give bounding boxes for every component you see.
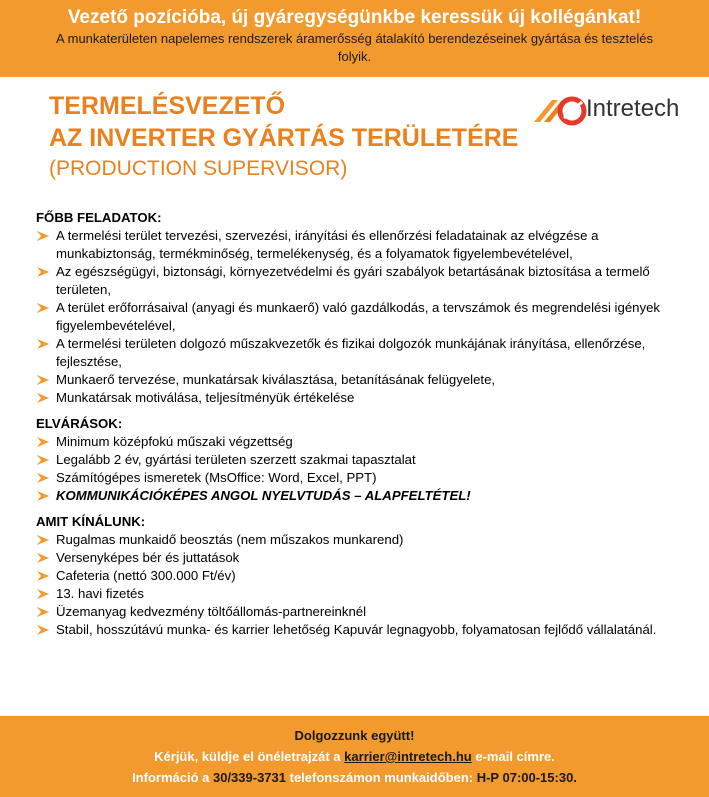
list-item [36,549,691,567]
footer-line3 [0,767,709,788]
list-item-text: A terület erőforrásaival (anyagi és munkaerő) való gazdálkodás, a tervszámok és megrendelési igények figyelembevételével, [56,300,661,333]
arrow-bullet-icon [36,265,50,279]
list-item-text: A termelési területen dolgozó műszakvezetők és fizikai dolgozók munkájának irányítása, ellenőrzése, fejlesztése, [56,336,646,369]
top-banner [0,0,709,77]
list-item [36,621,691,639]
job-title-block [49,90,529,184]
job-title-line1: TERMELÉSVEZETŐ [49,92,286,120]
job-content [36,205,691,639]
banner-subline: A munkaterületen napelemes rendszerek áramerősség átalakító berendezéseinek gyártása és tesztelés folyik. [56,31,653,64]
offers-list [36,531,691,639]
footer-line2-post: e-mail címre. [475,749,555,764]
requirements-heading: ELVÁRÁSOK: [36,416,123,431]
arrow-bullet-icon [36,489,50,503]
list-item-text: Legalább 2 év, gyártási területen szerzett szakmai tapasztalat [56,452,416,467]
arrow-bullet-icon [36,569,50,583]
logo-text: Intretech [586,95,680,122]
list-item-text: Munkaerő tervezése, munkatársak kiválasztása, betanításának felügyelete, [56,372,496,387]
footer-line2-pre: Kérjük, küldje el önéletrajzát a [154,749,341,764]
list-item-text: Cafeteria (nettó 300.000 Ft/év) [56,568,236,583]
job-title-line2: AZ INVERTER GYÁRTÁS TERÜLETÉRE [49,124,519,152]
arrow-bullet-icon [36,301,50,315]
list-item [36,469,691,487]
footer-line1: Dolgozzunk együtt! [294,728,415,743]
list-item [36,227,691,263]
arrow-bullet-icon [36,551,50,565]
footer-line3-mid: telefonszámon munkaidőben: [289,770,474,785]
arrow-bullet-icon [36,587,50,601]
tasks-heading: FŐBB FELADATOK: [36,210,162,225]
list-item [36,299,691,335]
arrow-bullet-icon [36,337,50,351]
list-item [36,263,691,299]
arrow-bullet-icon [36,391,50,405]
list-item-text: Számítógépes ismeretek (MsOffice: Word, Excel, PPT) [56,470,377,485]
list-item-text: A termelési terület tervezési, szervezési, irányítási és ellenőrzési feladatainak az elvégzése a munkabiztonság, termékminőség, termelékenység, és a folyamatok figyelembevételével, [56,228,599,261]
list-item [36,335,691,371]
offers-heading: AMIT KÍNÁLUNK: [36,514,146,529]
arrow-bullet-icon [36,373,50,387]
list-item [36,487,691,505]
arrow-bullet-icon [36,533,50,547]
list-item-text: Minimum középfokú műszaki végzettség [56,434,293,449]
list-item-text: Az egészségügyi, biztonsági, környezetvédelmi és gyári szabályok betartásának biztosítása a termelő területen, [56,264,650,297]
list-item-text: Versenyképes bér és juttatások [56,550,240,565]
arrow-bullet-icon [36,623,50,637]
phone-number[interactable]: 30/339-3731 [212,770,286,785]
footer-line2 [0,746,709,767]
arrow-bullet-icon [36,453,50,467]
arrow-bullet-icon [36,471,50,485]
list-item [36,433,691,451]
email-link[interactable]: karrier@intretech.hu [344,749,472,764]
banner-headline: Vezető pozícióba, új gyáregységünkbe keressük új kollégánkat! [67,7,642,28]
list-item [36,567,691,585]
list-item-text: Stabil, hosszútávú munka- és karrier lehetőség Kapuvár legnagyobb, folyamatosan fejlődő vállalatánál. [56,622,657,637]
requirements-list [36,433,691,487]
arrow-bullet-icon [36,435,50,449]
office-hours: H-P 07:00-15:30. [476,770,577,785]
arrow-bullet-icon [36,605,50,619]
footer-line3-pre: Információ a [132,770,210,785]
footer-banner [0,716,709,797]
requirement-emphasis: KOMMUNIKÁCIÓKÉPES ANGOL NYELVTUDÁS – ALAPFELTÉTEL! [56,488,471,503]
list-item [36,603,691,621]
list-item [36,371,691,389]
list-item-text: 13. havi fizetés [56,586,144,601]
list-item [36,389,691,407]
list-item [36,451,691,469]
tasks-list [36,227,691,407]
list-item-text: Munkatársak motiválása, teljesítményük értékelése [56,390,355,405]
list-item-text: Rugalmas munkaidő beosztás (nem műszakos munkarend) [56,532,404,547]
arrow-bullet-icon [36,229,50,243]
list-item [36,531,691,549]
job-title-line3: (PRODUCTION SUPERVISOR) [49,157,348,180]
requirements-emphasis-list [36,487,691,505]
list-item-text: Üzemanyag kedvezmény töltőállomás-partnereinknél [56,604,367,619]
list-item [36,585,691,603]
